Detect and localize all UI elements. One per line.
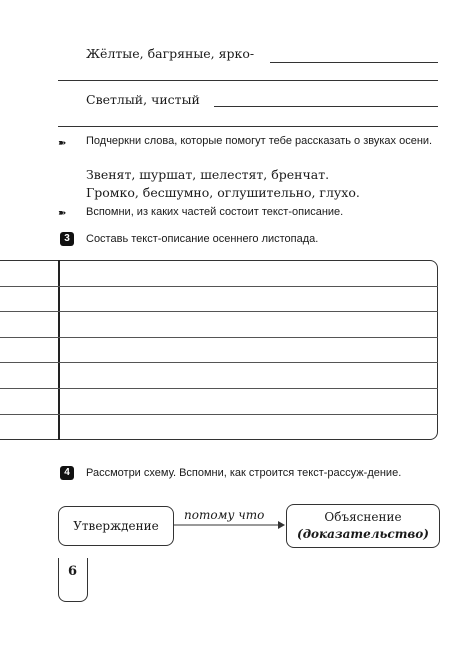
- answer-line-2[interactable]: [58, 80, 438, 81]
- grid-margin-line: [58, 260, 60, 440]
- answer-line-3[interactable]: [214, 106, 438, 107]
- grid-row-line: [0, 337, 438, 338]
- grid-row-line: [0, 286, 438, 287]
- grid-row-line: [0, 362, 438, 363]
- task-number-badge: 4: [60, 466, 74, 480]
- scheme-statement-label: Утверждение: [73, 519, 159, 533]
- answer-line-1[interactable]: [270, 62, 438, 63]
- task-3-text: Составь текст-описание осеннего листопада.: [86, 233, 319, 245]
- arrow-bullet-icon: ➽: [58, 138, 67, 149]
- scheme-explanation-label: Объяснение: [324, 510, 402, 524]
- fill-line-stem-2: Светлый, чистый: [86, 92, 200, 107]
- scheme-explanation-box: [286, 504, 440, 548]
- sound-verbs-line[interactable]: Звенят, шуршат, шелестят, бренчат.: [86, 167, 330, 182]
- scheme-statement-box: [58, 506, 174, 546]
- arrow-bullet-icon: ➽: [58, 208, 67, 219]
- task-number-badge: 3: [60, 232, 74, 246]
- writing-grid[interactable]: [0, 260, 438, 440]
- fill-line-stem-1: Жёлтые, багряные, ярко-: [86, 46, 255, 61]
- recall-task-text: Вспомни, из каких частей состоит текст-описание.: [86, 206, 344, 218]
- grid-row-line: [0, 414, 438, 415]
- answer-line-4[interactable]: [58, 126, 438, 127]
- sound-adverbs-line[interactable]: Громко, бесшумно, оглушительно, глухо.: [86, 185, 360, 200]
- grid-row-line: [0, 311, 438, 312]
- grid-row-line: [0, 388, 438, 389]
- task-4-text: Рассмотри схему. Вспомни, как строится текст-рассуж-дение.: [86, 467, 402, 479]
- underline-task-text: Подчеркни слова, которые помогут тебе рассказать о звуках осени.: [86, 135, 433, 147]
- page-number: 6: [68, 564, 78, 579]
- scheme-proof-label: (доказательство): [297, 527, 429, 541]
- scheme-arrow-icon: [174, 520, 286, 530]
- scheme-connector-label: потому что: [184, 508, 265, 522]
